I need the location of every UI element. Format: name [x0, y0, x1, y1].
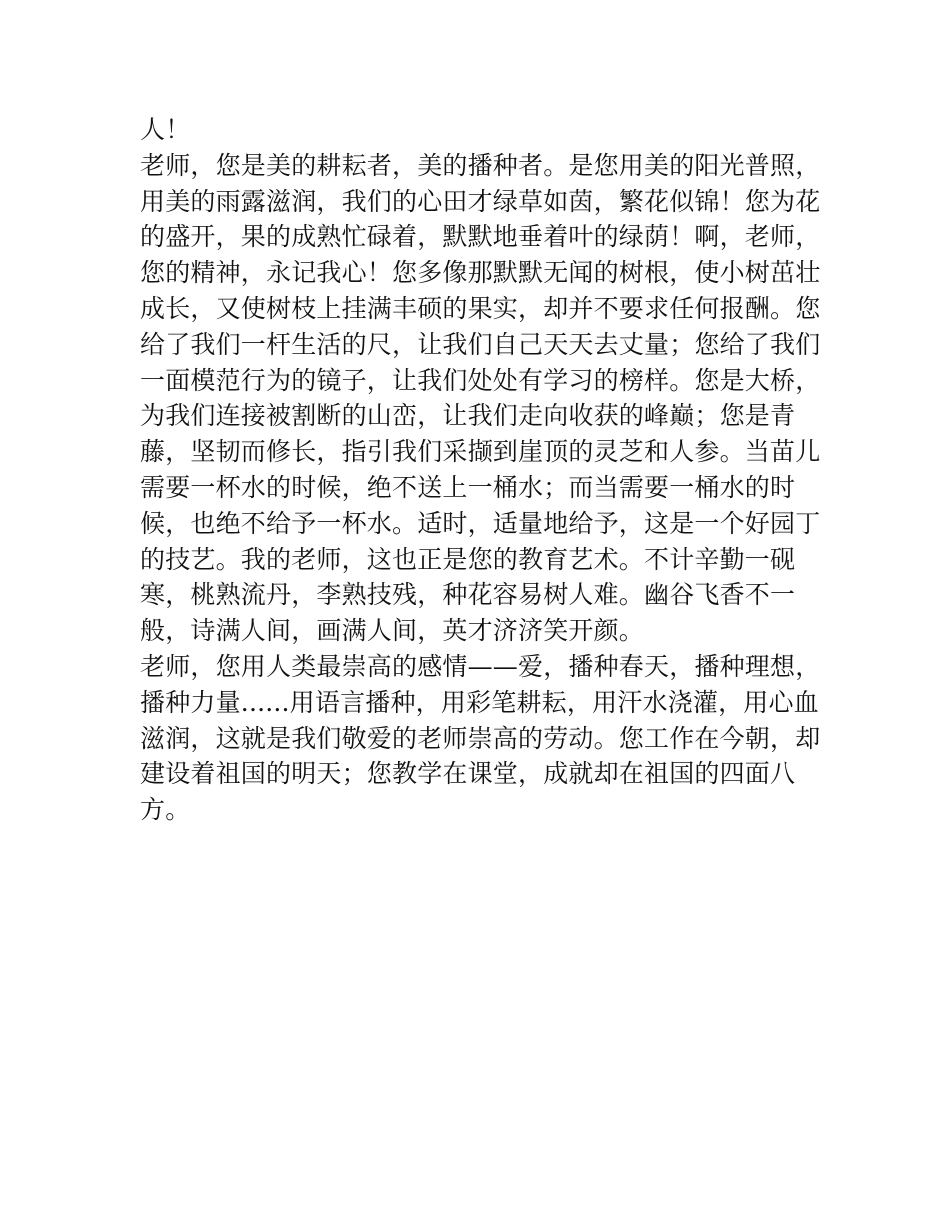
- text-line: 建设着祖国的明天；您教学在课堂，成就却在祖国的四面八: [140, 759, 796, 789]
- text-line: 一面模范行为的镜子，让我们处处有学习的榜样。您是大桥，: [140, 365, 821, 395]
- essay-text: [140, 112, 820, 828]
- text-line: 的盛开，果的成熟忙碌着，默默地垂着叶的绿荫！啊，老师，: [140, 222, 821, 252]
- text-line: 老师，您是美的耕耘者，美的播种者。是您用美的阳光普照，: [140, 150, 821, 180]
- text-line: 需要一杯水的时候，绝不送上一桶水；而当需要一桶水的时: [140, 472, 796, 502]
- text-line: 滋润，这就是我们敬爱的老师崇高的劳动。您工作在今朝，却: [140, 723, 821, 753]
- text-line: 的技艺。我的老师，这也正是您的教育艺术。不计辛勤一砚: [140, 544, 796, 574]
- text-line: 成长，又使树枝上挂满丰硕的果实，却并不要求任何报酬。您: [140, 293, 821, 323]
- text-line: 方。: [140, 795, 191, 825]
- text-line: 给了我们一杆生活的尺，让我们自己天天去丈量；您给了我们: [140, 329, 821, 359]
- text-line: 用美的雨露滋润，我们的心田才绿草如茵，繁花似锦！您为花: [140, 186, 821, 216]
- text-line: 您的精神，永记我心！您多像那默默无闻的树根，使小树茁壮: [140, 258, 821, 288]
- text-line: 般，诗满人间，画满人间，英才济济笑开颜。: [140, 616, 645, 646]
- text-line: 人！: [140, 115, 191, 144]
- text-line: 寒，桃熟流丹，李熟技残，种花容易树人难。幽谷飞香不一: [140, 580, 796, 610]
- text-line: 老师，您用人类最崇高的感情——爱，播种春天，播种理想，: [140, 651, 821, 681]
- text-line: 为我们连接被割断的山峦，让我们走向收获的峰巅；您是青: [140, 401, 796, 431]
- text-line: 候，也绝不给予一杯水。适时，适量地给予，这是一个好园丁: [140, 508, 821, 538]
- text-line: 藤，坚韧而修长，指引我们采撷到崖顶的灵芝和人参。当苗儿: [140, 437, 821, 467]
- text-line: 播种力量......用语言播种，用彩笔耕耘，用汗水浇灌，用心血: [140, 687, 819, 717]
